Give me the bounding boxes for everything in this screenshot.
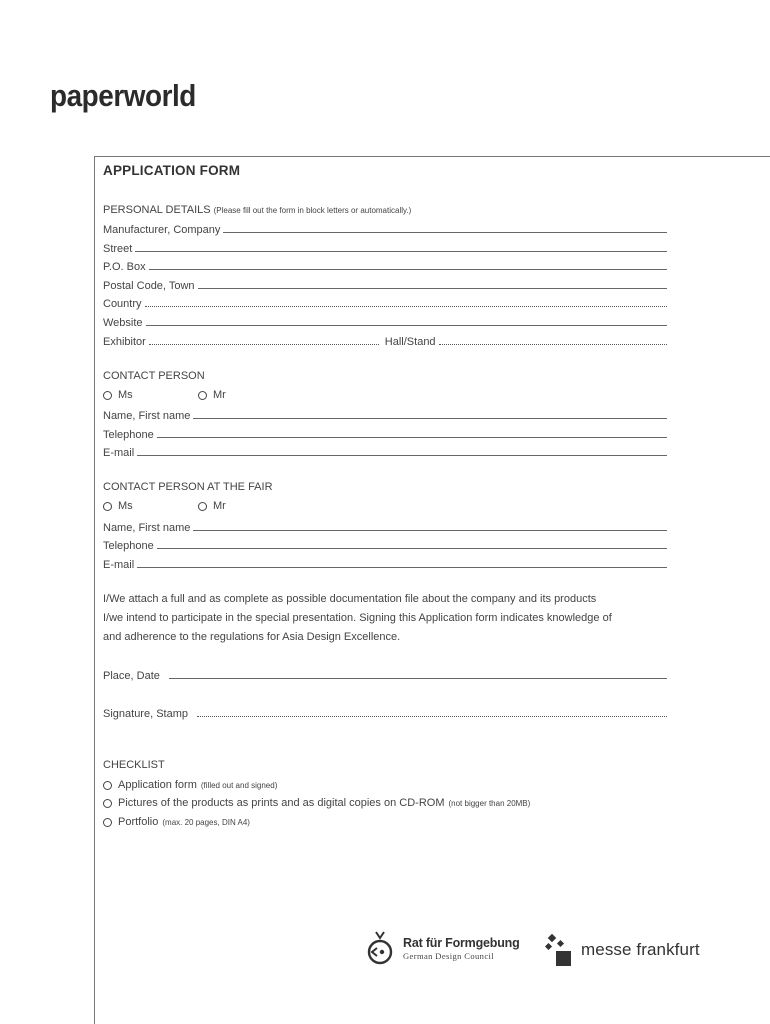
contact-telephone-field[interactable]	[103, 423, 667, 441]
radio-circle-icon	[198, 502, 207, 511]
form-frame-top	[94, 156, 770, 157]
fair-contact-mr-label: Mr	[213, 500, 226, 512]
contact-mr-label: Mr	[213, 389, 226, 401]
contact-name-field[interactable]	[103, 404, 667, 422]
radio-circle-icon	[103, 391, 112, 400]
manufacturer-field[interactable]	[103, 218, 667, 236]
fair-contact-telephone-label: Telephone	[103, 540, 154, 552]
contact-name-label: Name, First name	[103, 410, 191, 422]
rat-fur-formgebung-logo	[367, 928, 520, 968]
checkbox-circle-icon	[103, 781, 112, 790]
place-date-input-line[interactable]	[169, 675, 667, 679]
signature-field[interactable]	[103, 702, 667, 720]
checklist-item-label: Portfolio	[118, 816, 159, 828]
street-label: Street	[103, 243, 133, 255]
country-label: Country	[103, 298, 142, 310]
personal-details-label: PERSONAL DETAILS	[103, 204, 211, 216]
messe-frankfurt-logo	[545, 933, 700, 967]
fair-contact-telephone-field[interactable]	[103, 534, 667, 552]
radio-circle-icon	[198, 391, 207, 400]
checklist-heading: CHECKLIST	[103, 759, 165, 771]
checklist-item-label: Application form	[118, 779, 197, 791]
checklist-item[interactable]	[103, 779, 277, 791]
signature-label: Signature, Stamp	[103, 708, 188, 720]
checklist-item-note: (max. 20 pages, DIN A4)	[162, 817, 250, 827]
place-date-field[interactable]	[103, 664, 667, 682]
contact-email-input-line[interactable]	[137, 452, 667, 456]
form-title: APPLICATION FORM	[103, 163, 241, 178]
fair-contact-email-input-line[interactable]	[137, 564, 667, 568]
messe-frankfurt-name: messe frankfurt	[581, 940, 700, 959]
postal-label: Postal Code, Town	[103, 280, 195, 292]
manufacturer-input-line[interactable]	[223, 229, 667, 233]
contact-name-input-line[interactable]	[193, 415, 667, 419]
checklist-item-note: (not bigger than 20MB)	[448, 798, 531, 808]
contact-salutation	[103, 389, 226, 401]
rat-title: Rat für Formgebung	[403, 935, 520, 950]
postal-field[interactable]	[103, 274, 667, 292]
contact-email-label: E-mail	[103, 447, 135, 459]
fair-contact-heading: CONTACT PERSON AT THE FAIR	[103, 481, 273, 493]
declaration-text	[103, 590, 667, 647]
fair-contact-name-input-line[interactable]	[193, 527, 667, 531]
declaration-line: I/we intend to participate in the special presentation. Signing this Application form indicates knowledge of	[103, 612, 612, 624]
country-input-line[interactable]	[145, 303, 667, 307]
fair-contact-telephone-input-line[interactable]	[157, 545, 667, 549]
exhibitor-input-line[interactable]	[149, 341, 379, 345]
checklist-item[interactable]	[103, 816, 250, 828]
checkbox-circle-icon	[103, 818, 112, 827]
fair-contact-name-field[interactable]	[103, 516, 667, 534]
contact-telephone-input-line[interactable]	[157, 434, 667, 438]
fair-contact-email-field[interactable]	[103, 553, 667, 571]
rat-subtitle: German Design Council	[403, 950, 495, 961]
fair-contact-email-label: E-mail	[103, 559, 135, 571]
country-field[interactable]	[103, 292, 667, 310]
pobox-label: P.O. Box	[103, 261, 146, 273]
contact-email-field[interactable]	[103, 441, 667, 459]
fair-contact-ms-radio[interactable]	[103, 500, 198, 512]
checklist-item-note: (filled out and signed)	[200, 780, 278, 790]
pobox-field[interactable]	[103, 255, 667, 273]
hall-stand-label: Hall/Stand	[384, 336, 436, 348]
hall-stand-input-line[interactable]	[439, 341, 667, 345]
form-frame-left	[94, 156, 95, 1024]
contact-person-heading: CONTACT PERSON	[103, 370, 205, 382]
radio-circle-icon	[103, 502, 112, 511]
checklist-item-label: Pictures of the products as prints and as digital copies on CD-ROM	[118, 797, 445, 809]
brand-title: paperworld	[50, 78, 196, 113]
fair-contact-name-label: Name, First name	[103, 522, 191, 534]
messe-frankfurt-mark-icon	[545, 933, 573, 967]
street-input-line[interactable]	[135, 248, 667, 252]
personal-details-note: (Please fill out the form in block letters or automatically.)	[213, 206, 412, 215]
contact-mr-radio[interactable]	[198, 389, 226, 401]
website-label: Website	[103, 317, 143, 329]
checkbox-circle-icon	[103, 799, 112, 808]
place-date-label: Place, Date	[103, 670, 160, 682]
postal-input-line[interactable]	[198, 285, 667, 289]
street-field[interactable]	[103, 237, 667, 255]
fair-contact-ms-label: Ms	[118, 500, 133, 512]
design-council-emblem-icon	[367, 928, 397, 968]
exhibitor-field[interactable]	[103, 330, 667, 348]
signature-input-line[interactable]	[197, 713, 667, 717]
contact-ms-radio[interactable]	[103, 389, 198, 401]
pobox-input-line[interactable]	[149, 266, 667, 270]
declaration-line: and adherence to the regulations for Asia Design Excellence.	[103, 631, 401, 643]
fair-contact-mr-radio[interactable]	[198, 500, 226, 512]
exhibitor-label: Exhibitor	[103, 336, 146, 348]
personal-details-heading	[103, 204, 411, 216]
manufacturer-label: Manufacturer, Company	[103, 224, 221, 236]
website-input-line[interactable]	[146, 322, 667, 326]
checklist-item[interactable]	[103, 797, 530, 809]
contact-ms-label: Ms	[118, 389, 133, 401]
contact-telephone-label: Telephone	[103, 429, 154, 441]
fair-contact-salutation	[103, 500, 226, 512]
website-field[interactable]	[103, 311, 667, 329]
declaration-line: I/We attach a full and as complete as possible documentation file about the company and its products	[103, 593, 597, 605]
